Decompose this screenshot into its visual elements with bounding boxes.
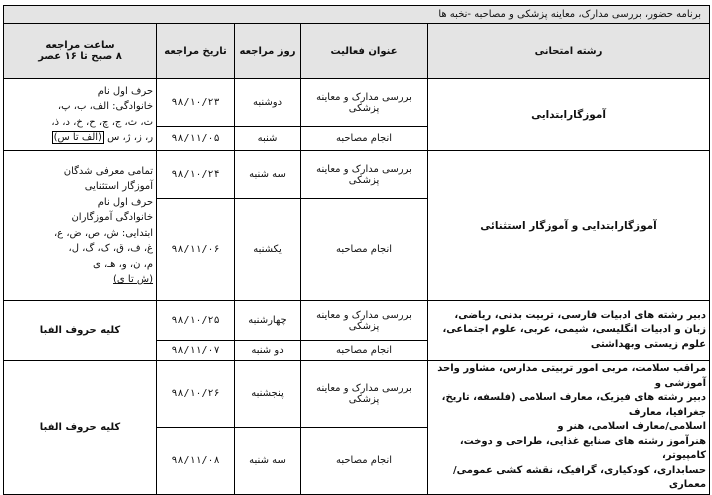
hours-line: خانوادگی: الف، ب، پ، [57, 101, 154, 112]
hours-line: تمامی معرفی شدگان [63, 165, 154, 177]
hours-line: حرف اول نام [97, 196, 154, 208]
header-day: روز مراجعه [235, 24, 301, 79]
date-cell: ۹۸/۱۱/۰۷ [157, 341, 235, 361]
hours-line: م، ن، و، هـ، ی [93, 258, 154, 270]
header-activity: عنوان فعالیت [301, 24, 428, 79]
major-cell: دبیر رشته های ادبیات فارسی، تربیت بدنی، ریاضی، زبان و ادبیات انگلیسی، شیمی، عربی، علوم اجتماعی، علوم زیستی وبهداشتی [428, 301, 710, 361]
hours-letters: ر، ز، ژ، س [103, 132, 154, 143]
day-cell: دو شنبه [235, 341, 301, 361]
major-cell: آموزگارابتدایی و آموزگار استثنائی [428, 151, 710, 301]
header-date: تاریخ مراجعه [157, 24, 235, 79]
activity-cell: انجام مصاحبه [301, 427, 428, 494]
major-line: اسلامی/معارف اسلامی، هنر و [557, 421, 707, 432]
hours-line [7, 130, 153, 146]
day-cell: سه شنبه [235, 151, 301, 199]
major-cell: آموزگارابتدایی [428, 79, 710, 151]
hours-line: (ش تا ی) [113, 274, 154, 285]
activity-cell: بررسی مدارک و معاینه پزشکی [301, 151, 428, 199]
major-line: حسابداری، کودکیاری، گرافیک، نقشه کشی عمومی/معماری [453, 464, 707, 490]
date-cell: ۹۸/۱۱/۰۸ [157, 427, 235, 494]
activity-cell: بررسی مدارک و معاینه پزشکی [301, 301, 428, 341]
hours-line: آموزگار استثنایی [84, 181, 154, 192]
table-row [4, 301, 710, 341]
activity-cell: بررسی مدارک و معاینه پزشکی [301, 79, 428, 127]
table-title: برنامه حضور، بررسی مدارک، معاینه پزشکی و مصاحبه -نخبه ها [4, 6, 710, 24]
day-cell: شنبه [235, 127, 301, 151]
date-cell: ۹۸/۱۰/۲۴ [157, 151, 235, 199]
major-cell [428, 361, 710, 495]
date-cell: ۹۸/۱۰/۲۶ [157, 361, 235, 428]
major-line: هنرآموز رشته های صنایع غذایی، طراحی و دوخت، کامپیوتر، [459, 435, 707, 461]
day-cell: سه شنبه [235, 427, 301, 494]
header-hours-range: ۸ صبح تا ۱۶ عصر [38, 51, 122, 62]
date-cell: ۹۸/۱۱/۰۵ [157, 127, 235, 151]
date-cell: ۹۸/۱۰/۲۵ [157, 301, 235, 341]
day-cell: دوشنبه [235, 79, 301, 127]
activity-cell: انجام مصاحبه [301, 127, 428, 151]
hours-cell [4, 151, 157, 301]
hours-line: حرف اول نام [97, 85, 154, 97]
hours-cell [4, 79, 157, 151]
hours-line: ابتدایی: ش، ص، ض، ع، [53, 227, 154, 239]
date-cell: ۹۸/۱۰/۲۳ [157, 79, 235, 127]
hours-cell: کلیه حروف الفبا [4, 301, 157, 361]
hours-line: خانوادگی آموزگاران [71, 212, 154, 223]
day-cell: پنجشنبه [235, 361, 301, 428]
table-row [4, 79, 710, 127]
major-line: مراقب سلامت، مربی امور تربیتی مدارس، مشاور واحد آموزشی و [437, 363, 707, 389]
activity-cell: بررسی مدارک و معاینه پزشکی [301, 361, 428, 428]
activity-cell: انجام مصاحبه [301, 199, 428, 301]
activity-cell: انجام مصاحبه [301, 341, 428, 361]
header-major: رشته امتحانی [428, 24, 710, 79]
table-row [4, 151, 710, 199]
header-hours [4, 24, 157, 79]
hours-cell: کلیه حروف الفبا [4, 361, 157, 495]
day-cell: یکشنبه [235, 199, 301, 301]
table-row [4, 361, 710, 428]
letter-range-box: (الف تا س) [53, 132, 102, 143]
major-line: دبیر رشته های فیزیک، معارف اسلامی (فلسفه، تاریخ، جغرافیا، معارف [441, 392, 707, 418]
hours-line: غ، ف، ق، ک، گ، ل، [68, 243, 154, 254]
schedule-table [3, 5, 710, 495]
date-cell: ۹۸/۱۱/۰۶ [157, 199, 235, 301]
hours-line: ت، ث، ج، چ، ح، خ، د، ذ، [51, 116, 154, 128]
header-hours-title: ساعت مراجعه [45, 40, 115, 51]
day-cell: چهارشنبه [235, 301, 301, 341]
